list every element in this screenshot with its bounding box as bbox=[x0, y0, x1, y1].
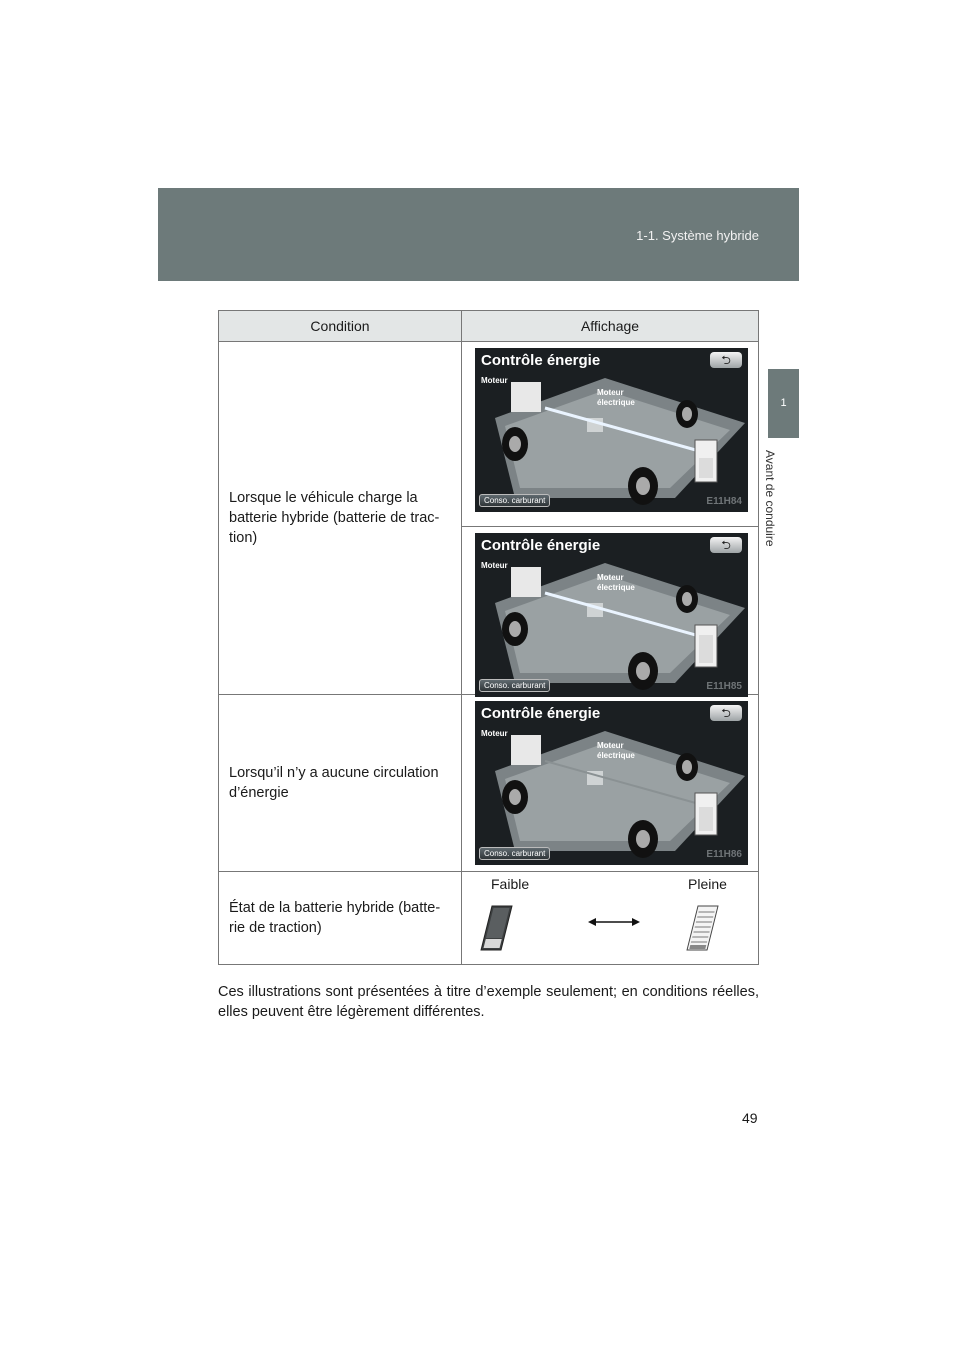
battery-full-icon bbox=[687, 906, 718, 950]
fuel-consumption-button: Conso. carburant bbox=[479, 847, 550, 860]
chapter-label-wrap bbox=[762, 444, 799, 574]
table-row bbox=[219, 694, 758, 871]
engine-label: Moteur bbox=[481, 729, 508, 738]
battery-full-label: Pleine bbox=[688, 876, 727, 892]
car-chassis-illustration bbox=[475, 533, 748, 697]
condition-cell: État de la batterie hybride (batte-rie de traction) bbox=[219, 872, 462, 964]
battery-labels bbox=[462, 872, 758, 896]
battery-low-label: Faible bbox=[491, 876, 530, 892]
display-cell bbox=[462, 695, 758, 871]
engine-label: Moteur bbox=[481, 561, 508, 570]
condition-cell: Lorsque le véhicule charge la batterie hybride (batterie de trac-tion) bbox=[219, 342, 462, 694]
screen-title: Contrôle énergie bbox=[481, 352, 601, 369]
table-header-row bbox=[219, 311, 758, 341]
header-condition: Condition bbox=[219, 311, 462, 341]
energy-monitor-screen bbox=[475, 348, 748, 512]
energy-display-table bbox=[218, 310, 759, 965]
header-band bbox=[158, 188, 799, 281]
screen-title: Contrôle énergie bbox=[481, 705, 601, 722]
battery-state-scale bbox=[462, 896, 758, 956]
motor-label: Moteur électrique bbox=[597, 388, 635, 407]
battery-level-illustration bbox=[462, 896, 758, 958]
fuel-consumption-button: Conso. carburant bbox=[479, 494, 550, 507]
screen-slot bbox=[462, 526, 758, 700]
screen-title: Contrôle énergie bbox=[481, 537, 601, 554]
figure-code: E11H86 bbox=[706, 849, 742, 860]
table-row bbox=[219, 871, 758, 964]
section-title: 1-1. Système hybride bbox=[636, 228, 759, 243]
return-arrow-icon: ⮌ bbox=[710, 705, 742, 721]
return-arrow-icon: ⮌ bbox=[710, 352, 742, 368]
motor-label: Moteur électrique bbox=[597, 573, 635, 592]
display-cell bbox=[462, 342, 758, 694]
footnote: Ces illustrations sont présentées à titre d’exemple seulement; en conditions réelles, elles peuvent être légèrement différentes. bbox=[218, 984, 759, 1020]
condition-cell: Lorsqu’il n’y a aucune circulation d’énergie bbox=[219, 695, 462, 871]
battery-low-icon bbox=[481, 906, 512, 950]
chapter-tab bbox=[768, 369, 799, 438]
page-number: 49 bbox=[742, 1110, 758, 1126]
figure-code: E11H85 bbox=[706, 681, 742, 692]
car-chassis-illustration bbox=[475, 348, 748, 512]
table-row bbox=[219, 341, 758, 694]
chapter-number: 1 bbox=[780, 397, 787, 409]
motor-label: Moteur électrique bbox=[597, 741, 635, 760]
screen-slot bbox=[462, 348, 758, 526]
fuel-consumption-button: Conso. carburant bbox=[479, 679, 550, 692]
chapter-label: Avant de conduire bbox=[762, 450, 777, 547]
return-arrow-icon: ⮌ bbox=[710, 537, 742, 553]
energy-monitor-screen bbox=[475, 701, 748, 865]
double-arrow-icon bbox=[588, 918, 640, 926]
display-cell bbox=[462, 872, 758, 964]
energy-monitor-screen bbox=[475, 533, 748, 697]
engine-label: Moteur bbox=[481, 376, 508, 385]
figure-code: E11H84 bbox=[706, 496, 742, 507]
header-display: Affichage bbox=[580, 318, 640, 334]
car-chassis-illustration bbox=[475, 701, 748, 865]
